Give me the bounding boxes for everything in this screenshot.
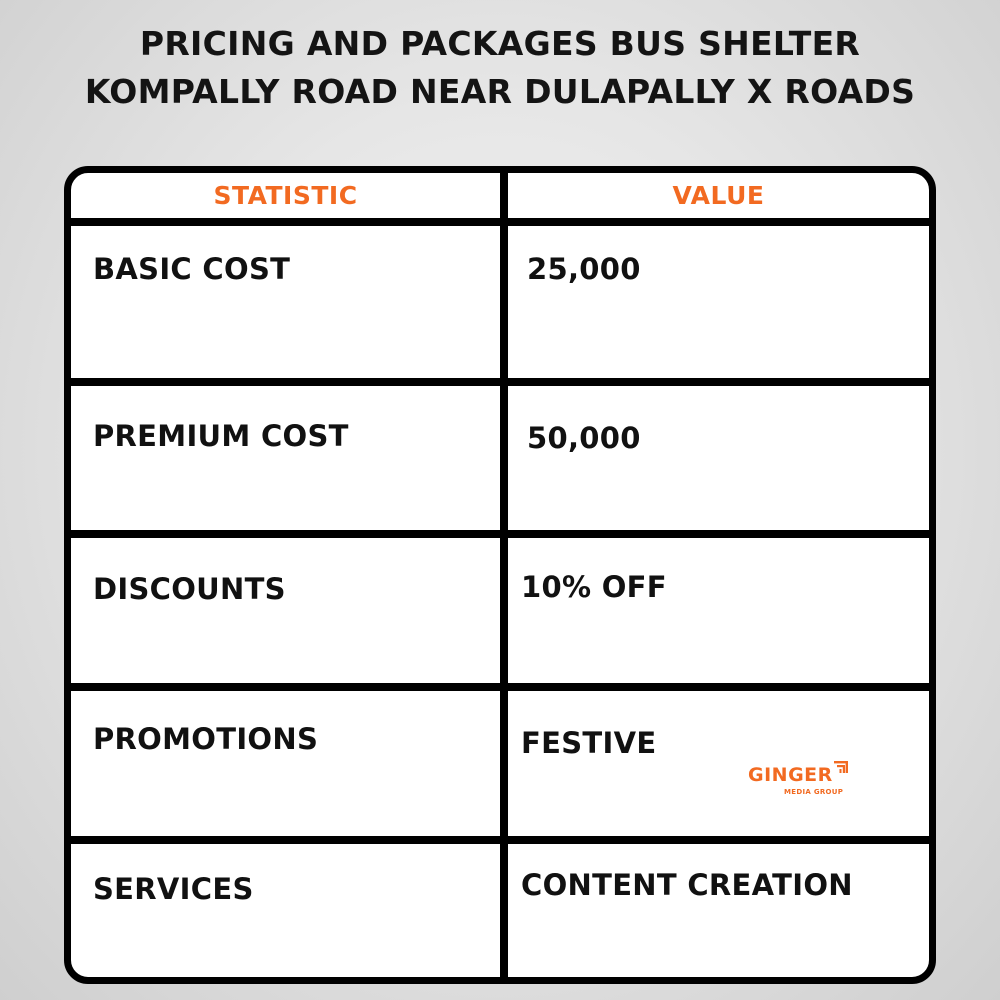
column-divider — [500, 173, 508, 977]
page-title-line-2: KOMPALLY ROAD NEAR DULAPALLY X ROADS — [84, 72, 916, 111]
column-header-value: VALUE — [672, 181, 765, 210]
statistic-cell: BASIC COST — [93, 252, 291, 286]
value-cell: 25,000 — [527, 252, 641, 286]
statistic-cell: DISCOUNTS — [93, 572, 286, 606]
value-cell: CONTENT CREATION — [521, 868, 853, 902]
row-divider — [71, 530, 929, 538]
logo-name: GINGER — [748, 764, 833, 786]
page-title — [0, 20, 1000, 116]
value-cell: 50,000 — [527, 421, 641, 455]
ginger-logo-mark-icon — [832, 760, 850, 776]
column-header-statistic: STATISTIC — [213, 181, 358, 210]
statistic-cell: PREMIUM COST — [93, 419, 349, 453]
pricing-table — [64, 166, 936, 984]
statistic-cell: SERVICES — [93, 872, 254, 906]
row-divider — [71, 836, 929, 844]
logo-tagline: MEDIA GROUP — [784, 788, 844, 796]
statistic-cell: PROMOTIONS — [93, 722, 319, 756]
page-title-line-1: PRICING AND PACKAGES BUS SHELTER — [139, 24, 861, 63]
value-cell: FESTIVE — [521, 726, 657, 760]
value-cell: 10% OFF — [521, 570, 667, 604]
row-divider — [71, 683, 929, 691]
ginger-media-logo — [748, 760, 858, 804]
row-divider — [71, 378, 929, 386]
header-divider — [71, 218, 929, 226]
